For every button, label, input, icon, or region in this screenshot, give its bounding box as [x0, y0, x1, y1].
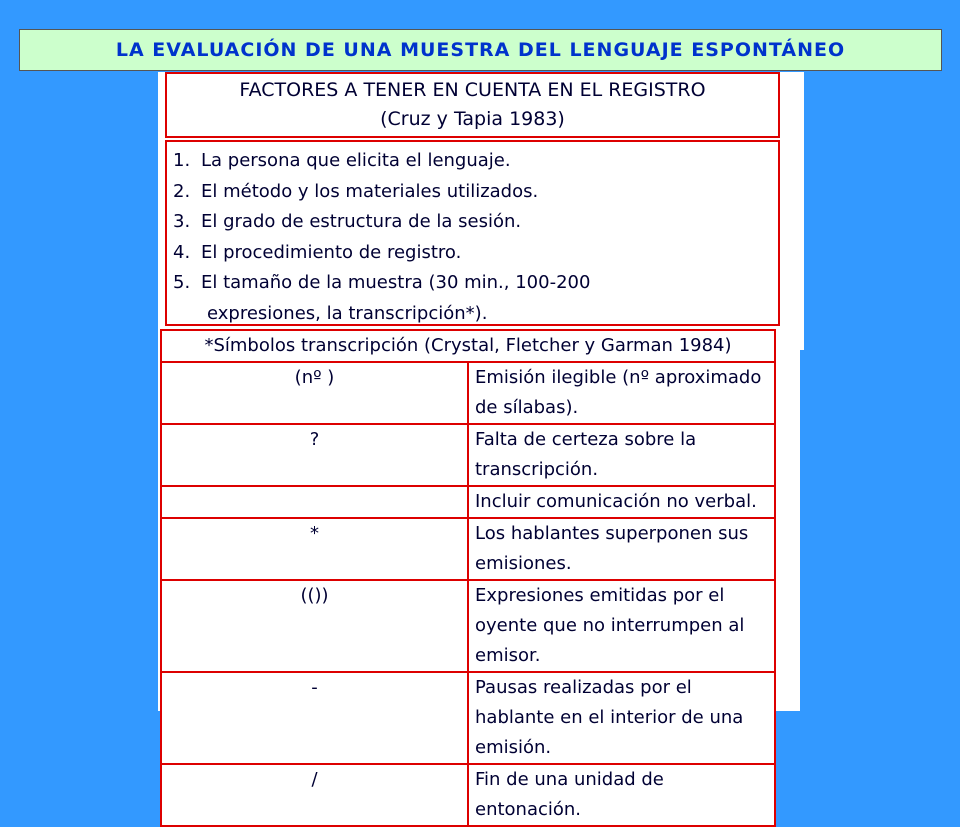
symbols-table — [160, 329, 776, 827]
factors-citation: (Cruz y Tapia 1983) — [380, 108, 565, 130]
table-row — [161, 580, 775, 672]
symbol-cell: ? — [161, 424, 468, 486]
item-text: La persona que elicita el lenguaje. — [201, 150, 511, 171]
description-cell: Emisión ilegible (nº aproximado de sílabas). — [468, 362, 775, 424]
list-item — [173, 268, 778, 299]
table-row — [161, 486, 775, 518]
description-cell: Expresiones emitidas por el oyente que no interrumpen al emisor. — [468, 580, 775, 672]
table-row — [161, 424, 775, 486]
factors-header-box — [165, 72, 780, 138]
symbol-cell: - — [161, 672, 468, 764]
symbol-cell: (()) — [161, 580, 468, 672]
item-text: El procedimiento de registro. — [201, 241, 462, 263]
item-number: 4. — [173, 241, 191, 263]
slide-title: LA EVALUACIÓN DE UNA MUESTRA DEL LENGUAJE ESPONTÁNEO — [19, 29, 942, 71]
item-text: El grado de estructura de la sesión. — [201, 211, 522, 232]
symbols-heading: *Símbolos transcripción (Crystal, Fletcher y Garman 1984) — [161, 330, 775, 362]
factors-list — [165, 140, 780, 326]
table-row — [161, 362, 775, 424]
list-item — [173, 146, 778, 177]
description-cell: Falta de certeza sobre la transcripción. — [468, 424, 775, 486]
list-item — [173, 238, 778, 269]
symbol-cell: / — [161, 764, 468, 826]
description-cell: Pausas realizadas por el hablante en el interior de una emisión. — [468, 672, 775, 764]
description-cell: Fin de una unidad de entonación. — [468, 764, 775, 826]
list-item — [173, 177, 778, 208]
symbol-cell: * — [161, 518, 468, 580]
item-number: 3. — [173, 211, 191, 232]
list-item — [173, 207, 778, 238]
item-continuation: expresiones, la transcripción*). — [207, 302, 488, 324]
factors-heading: FACTORES A TENER EN CUENTA EN EL REGISTRO — [239, 79, 706, 101]
item-number: 5. — [173, 272, 191, 293]
item-text: El método y los materiales utilizados. — [201, 180, 539, 202]
item-number: 1. — [173, 150, 191, 171]
symbol-cell — [161, 486, 468, 518]
description-cell: Los hablantes superponen sus emisiones. — [468, 518, 775, 580]
symbol-cell: (nº ) — [161, 362, 468, 424]
description-cell: Incluir comunicación no verbal. — [468, 486, 775, 518]
table-row — [161, 672, 775, 764]
table-row — [161, 518, 775, 580]
item-number: 2. — [173, 180, 191, 202]
item-text: El tamaño de la muestra (30 min., 100-200 — [201, 272, 591, 293]
table-row — [161, 764, 775, 826]
